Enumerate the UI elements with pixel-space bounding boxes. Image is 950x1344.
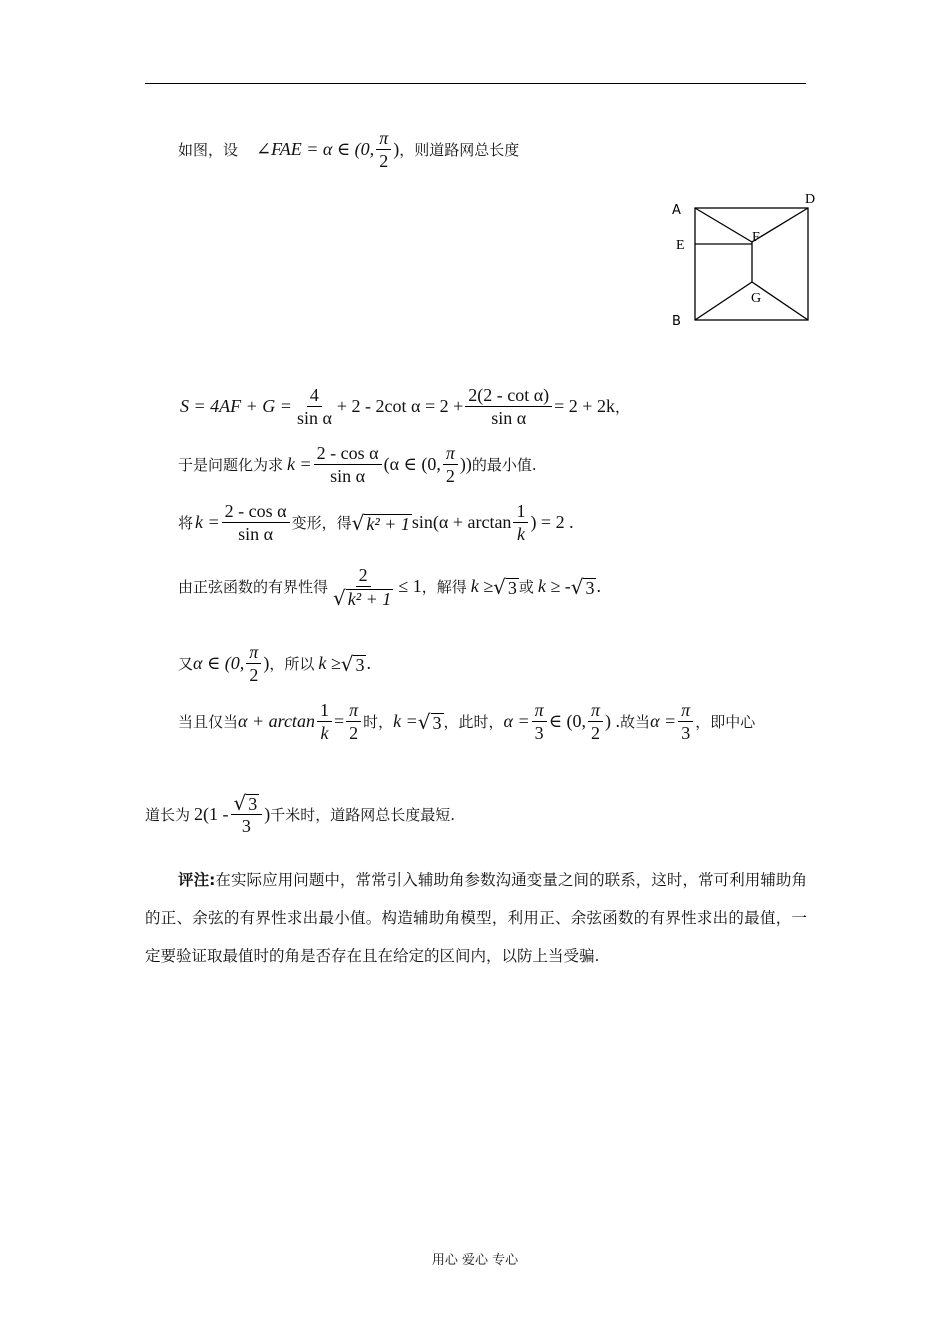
la-num: π <box>246 642 261 664</box>
lw-eq: = <box>333 711 345 731</box>
lt-frac-num: 2 - cos α <box>222 501 290 523</box>
lw-frac-p <box>346 700 361 743</box>
lk-cond-num: π <box>443 443 458 465</box>
road-BG <box>695 282 752 320</box>
lw-shi: 时， <box>363 713 394 731</box>
lt-a-den: k <box>516 524 525 544</box>
lw-keq: k = <box>393 711 418 731</box>
lt-frac-den: sin α <box>238 524 274 544</box>
lk-frac-num: 2 - cos α <box>314 443 382 465</box>
sqrt-sign: √ <box>570 574 584 599</box>
lk-cond-den: 2 <box>445 466 455 486</box>
intro-frac-den: 2 <box>379 151 389 171</box>
comment-label: 评注: <box>178 871 216 889</box>
la-mid: ，所以 <box>269 655 315 673</box>
intro-frac-num: π <box>376 128 391 150</box>
lw-frac-s <box>678 700 693 743</box>
lt-prefix: 将 <box>178 514 194 532</box>
line-also <box>178 642 371 685</box>
sqrt-sign: √ <box>417 709 431 734</box>
road-network-figure <box>668 190 828 340</box>
lt-sin-open: sin(α + arctan <box>411 512 512 532</box>
lw-q-num: π <box>532 700 547 722</box>
la-frac <box>246 642 261 685</box>
lw-in: ∈ (0, <box>548 711 587 731</box>
sqrt-sign: √ <box>351 510 365 535</box>
sqrt-sign: √ <box>333 586 346 610</box>
equation-S <box>180 385 630 428</box>
lt-sqrt-inner: k² + 1 <box>366 513 410 534</box>
label-F: F <box>752 230 760 245</box>
lw-r-den: 2 <box>591 723 601 743</box>
lw-r-num: π <box>588 700 603 722</box>
la-den: 2 <box>249 665 259 685</box>
lb-frac <box>330 565 396 608</box>
la-expr: α ∈ (0, <box>193 653 245 673</box>
lb-prefix: 由正弦函数的有界性得 <box>178 578 329 596</box>
intro-angle-expr: ∠FAE = α ∈ (0, <box>256 139 375 159</box>
lr-sq-inner: 3 <box>248 794 258 814</box>
line-k-problem <box>178 443 537 486</box>
lr-den: 3 <box>241 816 251 836</box>
intro-prefix: 如图，设 <box>178 141 239 159</box>
lk-cond-frac <box>443 443 458 486</box>
line-bound <box>178 565 601 608</box>
la-res-inner: 3 <box>355 654 365 675</box>
la-prefix: 又 <box>178 655 194 673</box>
intro-fraction <box>376 128 391 171</box>
lw-alpha-eq2: α = <box>650 711 677 731</box>
lr-frac <box>231 793 263 836</box>
lb-sol1: k ≥ <box>470 576 494 596</box>
eqS-mid: + 2 - 2cot α = 2 + <box>336 396 464 416</box>
lb-sol2: k ≥ - <box>537 576 571 596</box>
road-DF <box>752 208 808 242</box>
lr-prefix: 道长为 <box>145 806 191 824</box>
lr-num <box>231 793 263 815</box>
lt-sqrt <box>351 510 412 535</box>
lw-k-inner: 3 <box>432 712 442 733</box>
lb-or: 或 <box>518 578 534 596</box>
lb-sol2-sqrt <box>570 574 597 599</box>
la-res: k ≥ <box>318 653 341 673</box>
lw-tail: ，即中心 <box>695 713 756 731</box>
intro-line <box>178 128 519 171</box>
lk-prefix: 于是问题化为求 <box>178 456 284 474</box>
eqS-frac1 <box>294 385 335 428</box>
label-G: G <box>751 291 762 306</box>
lr-expr: 2(1 - <box>194 804 229 824</box>
lw-prefix: 当且仅当 <box>178 713 239 731</box>
eqS-end: ， <box>614 398 630 416</box>
lw-s-num: π <box>678 700 693 722</box>
eqS-rhs: = 2 + 2k <box>554 396 615 416</box>
lw-cishi: ，此时， <box>443 713 504 731</box>
lw-a-num: 1 <box>317 700 332 722</box>
lt-arctan-frac <box>513 501 528 544</box>
eqS-frac2 <box>465 385 552 428</box>
lt-mid: 变形，得 <box>291 514 352 532</box>
lw-close: ) . <box>605 711 621 731</box>
eqS-frac2-num: 2(2 - cot α) <box>465 385 552 407</box>
line-when <box>178 700 755 743</box>
lk-suffix: 的最小值. <box>471 456 537 474</box>
eqS-lhs: S = 4AF + G = <box>180 396 292 416</box>
comment-paragraph <box>145 861 807 975</box>
lt-tail: ) = 2 . <box>530 512 574 532</box>
lw-expr: α + arctan <box>238 711 315 731</box>
la-close: ) <box>263 653 270 673</box>
lw-alpha-eq: α = <box>503 711 530 731</box>
lb-end: . <box>596 576 601 596</box>
label-B: B <box>672 314 681 329</box>
label-A: A <box>672 203 681 218</box>
lw-frac-q <box>532 700 547 743</box>
lb-frac-num: 2 <box>356 565 371 587</box>
lw-p-num: π <box>346 700 361 722</box>
lw-gu: 故当 <box>620 713 651 731</box>
lw-frac-r <box>588 700 603 743</box>
road-AF <box>695 208 752 242</box>
page-footer: 用心 爱心 专心 <box>431 1253 519 1268</box>
lk-frac-den: sin α <box>330 466 366 486</box>
label-D: D <box>805 192 816 207</box>
eqS-frac1-num: 4 <box>307 385 322 407</box>
lr-close: ) <box>264 804 271 824</box>
intro-suffix: ，则道路网总长度 <box>399 141 520 159</box>
comment-text: 在实际应用问题中，常常引入辅助角参数沟通变量之间的联系，这时，常可利用辅助角的正、余弦的有界性求出最小值。构造辅助角模型，利用正、余弦函数的有界性求出的最值，一定要验证取最值时的角是否存在且在给定的区间内，以防上当受骗. <box>145 871 807 965</box>
eqS-frac2-den: sin α <box>491 408 527 428</box>
lt-frac <box>222 501 290 544</box>
lb-frac-den <box>330 587 396 608</box>
lk-frac <box>314 443 382 486</box>
sqrt-sign: √ <box>493 574 506 599</box>
line-transform <box>178 501 574 544</box>
lt-a-num: 1 <box>513 501 528 523</box>
lw-k-sqrt <box>417 709 444 734</box>
label-E: E <box>676 238 685 253</box>
lk-keq: k = <box>287 454 312 474</box>
la-end: . <box>366 653 371 673</box>
lk-cond-open: (α ∈ (0, <box>383 454 441 474</box>
lw-frac-a <box>317 700 332 743</box>
lb-sol1-sqrt <box>493 574 519 599</box>
sqrt-sign: √ <box>233 791 247 815</box>
sqrt-sign: √ <box>340 651 354 676</box>
lw-s-den: 3 <box>681 723 691 743</box>
la-res-sqrt <box>340 651 367 676</box>
lb-le: ≤ 1 <box>398 576 422 596</box>
header-rule <box>145 83 806 84</box>
line-road-length <box>145 793 455 836</box>
lr-suffix: 千米时，道路网总长度最短. <box>270 806 456 824</box>
lw-p-den: 2 <box>349 723 359 743</box>
lk-cond-close: )) <box>459 454 472 474</box>
intro-close: ) <box>393 139 400 159</box>
lt-keq: k = <box>195 512 220 532</box>
lb-mid: ，解得 <box>421 578 467 596</box>
lb-sol2-inner: 3 <box>585 577 595 598</box>
lw-q-den: 3 <box>534 723 544 743</box>
lb-sol1-inner: 3 <box>507 577 517 598</box>
eqS-frac1-den: sin α <box>296 408 332 428</box>
lb-den-inner: k² + 1 <box>347 589 392 609</box>
lw-a-den: k <box>320 723 329 743</box>
